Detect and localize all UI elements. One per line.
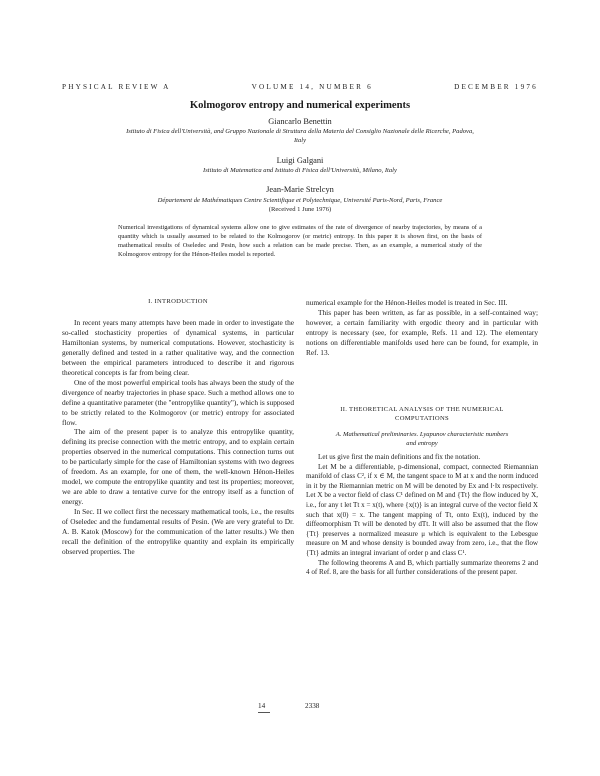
body-column-left: [62, 318, 294, 557]
body-paragraph: numerical example for the Hénon-Heiles model is treated in Sec. III.: [306, 298, 508, 307]
author-affiliation: Istituto di Fisica dell'Università, and Gruppo Nazionale di Struttura della Materia del Consiglio Nazionale delle Ricerche, Padova, Italy: [126, 128, 474, 144]
body-paragraph: Let M be a differentiable, p-dimensional, compact, connected Riemannian manifold of class C², if x ∈ M, the tangent space to M at x and the norm induced in it by the Riemannian metric on M will be denoted by Ex and ‖·‖x respectively. Let X be a vector field of class C¹ defined on M and {Tt} the flow induced by X, i.e., for any t let Tt x = x(t), where {x(t)} is an integral curve of the vector field X such that x(0) = x. The tangent mapping of Tt, onto Ex(t), induced by the diffeomorphism Tt will be denoted by dTt. It will also be assumed that the flow {Tt} preserves a normalized measure μ which is equivalent to the Lebesgue measure on M and whose density is bounded away from zero, i.e., that the flow {Tt} admits an integral invariant of order p and class C¹.: [306, 462, 538, 557]
journal-name: PHYSICAL REVIEW A: [62, 83, 171, 91]
received-date: (Received 1 June 1976): [268, 206, 332, 213]
author-name: Jean-Marie Strelcyn: [266, 185, 334, 194]
paper-title: Kolmogorov entropy and numerical experiments: [189, 100, 411, 111]
body-column-right-top: [306, 298, 538, 358]
body-paragraph: In recent years many attempts have been made in order to investigate the so-called stochasticity properties of dynamical systems, in particular Hamiltonian systems, by numerical computations. However, stochasticity is generally defined and tested in a rather qualitative way, and the connection between the empirical parameters introduced to describe it and rigorous theoretical concepts is far from being clear.: [62, 318, 294, 377]
footer-rule: [258, 712, 270, 713]
abstract: Numerical investigations of dynamical systems allow one to give estimates of the rate of divergence of nearby trajectories, by means of a quantity which is usually assumed to be related to the Kolmogorov (or metric) entropy. In this paper it is shown first, on the basis of mathematical results of Oseledec and Pesin, how such a relation can be made precise. Then, as an example, a numerical study of the Kolmogorov entropy for the Hénon-Heiles model is reported.: [118, 224, 482, 258]
running-header: [62, 83, 538, 91]
body-paragraph: Let us give first the main definitions and fix the notation.: [318, 453, 481, 461]
volume-number: VOLUME 14, NUMBER 6: [251, 83, 373, 91]
issue-date: DECEMBER 1976: [454, 83, 538, 91]
body-paragraph: The following theorems A and B, which partially summarize theorems 2 and 4 of Ref. 8, are the basis for all further considerations of the present paper.: [306, 558, 538, 577]
author-name: Giancarlo Benettin: [268, 117, 332, 126]
body-column-right-bottom: [306, 453, 538, 578]
footer-volume: 14: [258, 702, 266, 710]
author-name: Luigi Galgani: [276, 156, 324, 165]
author-affiliation: Département de Mathématiques Centre Scientifique et Polytechnique, Université Paris-Nord, Paris, France: [157, 197, 443, 204]
page-number: 2338: [305, 702, 320, 710]
section-heading: I. INTRODUCTION: [148, 298, 208, 305]
section-heading: II. THEORETICAL ANALYSIS OF THE NUMERICAL COMPUTATIONS: [340, 406, 504, 422]
body-paragraph: This paper has been written, as far as possible, in a self-contained way; however, a certain familiarity with ergodic theory and in particular with entropy is necessary (see, for example, Refs. 11 and 12). The elementary notions on differentiable manifolds used here can be found, for example, in Ref. 13.: [306, 307, 538, 357]
body-paragraph: One of the most powerful empirical tools has always been the study of the divergence of nearby trajectories in phase space. Such a method allows one to define a quantitative parameter (the "entropylike quantity"), which is supposed to be strictly related to the Kolmogorov (or metric) entropy for associated flow.: [62, 377, 294, 427]
subsection-heading: A. Mathematical preliminaries. Lyapunov characteristic numbers and entropy: [335, 431, 509, 447]
author-affiliation: Istituto di Matematica and Istituto di Fisica dell'Università, Milano, Italy: [203, 167, 397, 174]
body-paragraph: The aim of the present paper is to analyze this entropylike quantity, defining its precise connection with the metric entropy, and to explain certain properties observed in the numerical computations. This connection turns out to be particularly simple for the case of Hamiltonian systems with two degrees of freedom. As an example, for one of them, the well-known Hénon-Heiles model, we compute the entropylike quantity and test its properties; moreover, we are able to draw a tentative curve for the entropy itself as a function of energy.: [62, 427, 294, 507]
body-paragraph: In Sec. II we collect first the necessary mathematical tools, i.e., the results of Oseledec and the fundamental results of Pesin. (We are very grateful to Dr. A. B. Katok (Moscow) for the communication of the latter results.) We then recall the definition of the entropylike quantity and explain its empirically observed properties. The: [62, 507, 294, 556]
